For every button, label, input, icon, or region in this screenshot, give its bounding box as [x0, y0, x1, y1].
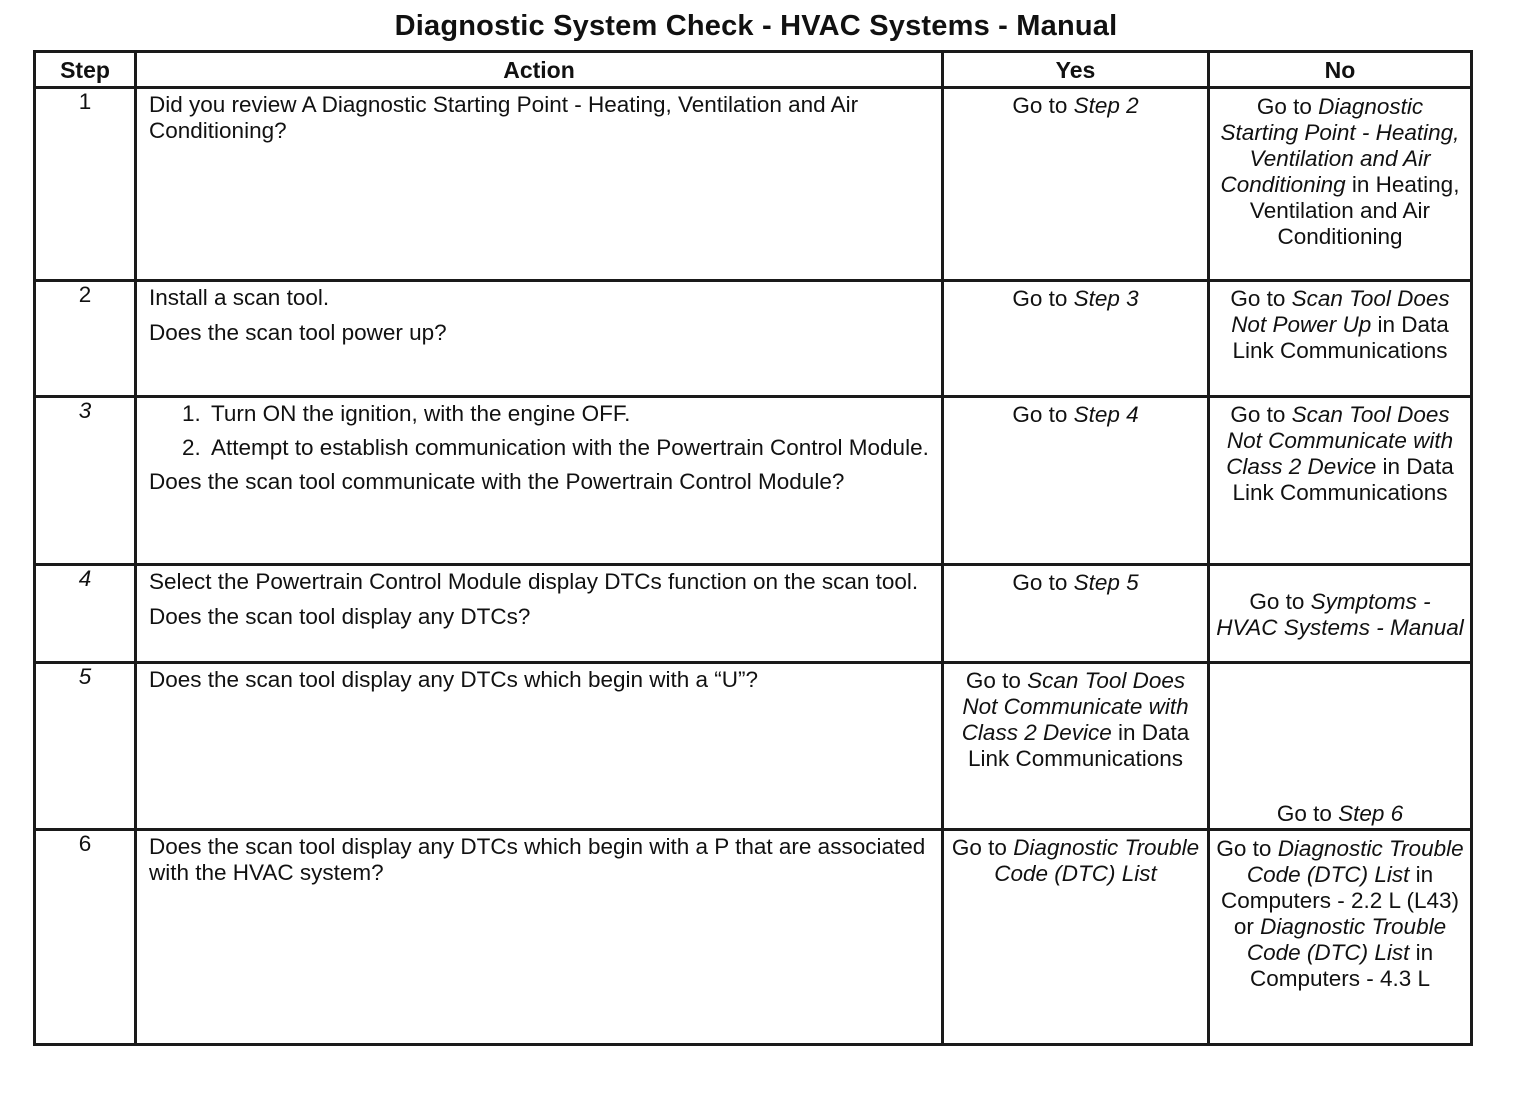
yes-suffix: in Data Link Communications — [967, 720, 1190, 771]
yes-prefix: Go to — [951, 835, 1014, 860]
table-row — [35, 565, 1472, 663]
no-prefix: Go to — [1256, 94, 1319, 119]
yes-cell — [943, 88, 1209, 281]
action-question: Does the scan tool display any DTCs which begin with a “U”? — [149, 667, 759, 692]
action-cell — [136, 565, 943, 663]
yes-prefix: Go to — [1012, 93, 1074, 118]
page-title: Diagnostic System Check - HVAC Systems - Manual — [394, 10, 1118, 42]
step-number: 1 — [35, 88, 136, 281]
action-question: Does the scan tool power up? — [149, 320, 447, 345]
yes-link[interactable]: Step 4 — [1073, 402, 1139, 427]
header-no: No — [1209, 52, 1472, 88]
no-cell — [1209, 88, 1472, 281]
yes-cell — [943, 830, 1209, 1045]
action-cell — [136, 830, 943, 1045]
no-prefix: Go to — [1230, 402, 1292, 427]
no-mid: in Computers - 2.2 L (L43) or — [1220, 862, 1460, 939]
list-item: 1. Turn ON the ignition, with the engine OFF. — [207, 401, 931, 427]
no-suffix: in Heating, Ventilation and Air Conditioning — [1249, 172, 1460, 249]
no-cell — [1209, 565, 1472, 663]
step-number: 4 — [35, 565, 136, 663]
no-link[interactable]: Scan Tool Does Not Power Up — [1231, 286, 1450, 337]
table-row — [35, 281, 1472, 397]
action-question: Does the scan tool display any DTCs which begin with a P that are associated with the HVAC system? — [149, 834, 926, 885]
yes-cell — [943, 565, 1209, 663]
no-cell — [1209, 397, 1472, 565]
action-question: Does the scan tool communicate with the Powertrain Control Module? — [149, 469, 845, 494]
no-suffix: in Data Link Communications — [1232, 454, 1454, 505]
no-link[interactable]: Symptoms - HVAC Systems - Manual — [1216, 589, 1464, 640]
yes-prefix: Go to — [1012, 570, 1074, 595]
step-number: 6 — [35, 830, 136, 1045]
list-item: 2. Attempt to establish communication with the Powertrain Control Module. — [207, 435, 931, 461]
no-prefix: Go to — [1249, 589, 1311, 614]
yes-cell — [943, 281, 1209, 397]
no-prefix: Go to — [1216, 836, 1278, 861]
no-link[interactable]: Diagnostic Starting Point - Heating, Ventilation and Air Conditioning — [1220, 94, 1460, 197]
no-link[interactable]: Step 6 — [1338, 801, 1404, 826]
action-cell — [136, 88, 943, 281]
action-list — [149, 401, 931, 461]
step-number: 5 — [35, 663, 136, 830]
table-row — [35, 830, 1472, 1045]
action-cell — [136, 281, 943, 397]
no-link[interactable]: Diagnostic Trouble Code (DTC) List — [1246, 836, 1464, 887]
no-suffix: in Data Link Communications — [1232, 312, 1449, 363]
no-link-2[interactable]: Diagnostic Trouble Code (DTC) List — [1246, 914, 1447, 965]
header-row — [35, 52, 1472, 88]
no-cell — [1209, 830, 1472, 1045]
yes-cell — [943, 397, 1209, 565]
action-question: Does the scan tool display any DTCs? — [149, 604, 531, 629]
action-cell — [136, 397, 943, 565]
diagnostic-table — [33, 50, 1473, 1046]
yes-prefix: Go to — [1012, 286, 1074, 311]
no-suffix: in Computers - 4.3 L — [1249, 940, 1434, 991]
action-question: Did you review A Diagnostic Starting Point - Heating, Ventilation and Air Conditioning? — [149, 92, 859, 143]
step-number: 2 — [35, 281, 136, 397]
no-cell — [1209, 663, 1472, 830]
table-row — [35, 397, 1472, 565]
header-yes: Yes — [943, 52, 1209, 88]
step-number: 3 — [35, 397, 136, 565]
header-step: Step — [35, 52, 136, 88]
table-row — [35, 88, 1472, 281]
action-cell — [136, 663, 943, 830]
yes-link[interactable]: Step 2 — [1073, 93, 1139, 118]
yes-cell — [943, 663, 1209, 830]
yes-link[interactable]: Step 5 — [1073, 570, 1139, 595]
action-instruction: Install a scan tool. — [149, 285, 330, 310]
yes-prefix: Go to — [965, 668, 1028, 693]
header-action: Action — [136, 52, 943, 88]
table-row — [35, 663, 1472, 830]
yes-prefix: Go to — [1012, 402, 1074, 427]
action-instruction: Select the Powertrain Control Module display DTCs function on the scan tool. — [149, 569, 919, 594]
no-cell — [1209, 281, 1472, 397]
no-prefix: Go to — [1230, 286, 1292, 311]
no-prefix: Go to — [1276, 801, 1339, 826]
yes-link[interactable]: Step 3 — [1073, 286, 1139, 311]
yes-link[interactable]: Scan Tool Does Not Communicate with Class 2 Device — [961, 668, 1189, 745]
no-link[interactable]: Scan Tool Does Not Communicate with Class 2 Device — [1226, 402, 1454, 479]
yes-link[interactable]: Diagnostic Trouble Code (DTC) List — [994, 835, 1200, 886]
